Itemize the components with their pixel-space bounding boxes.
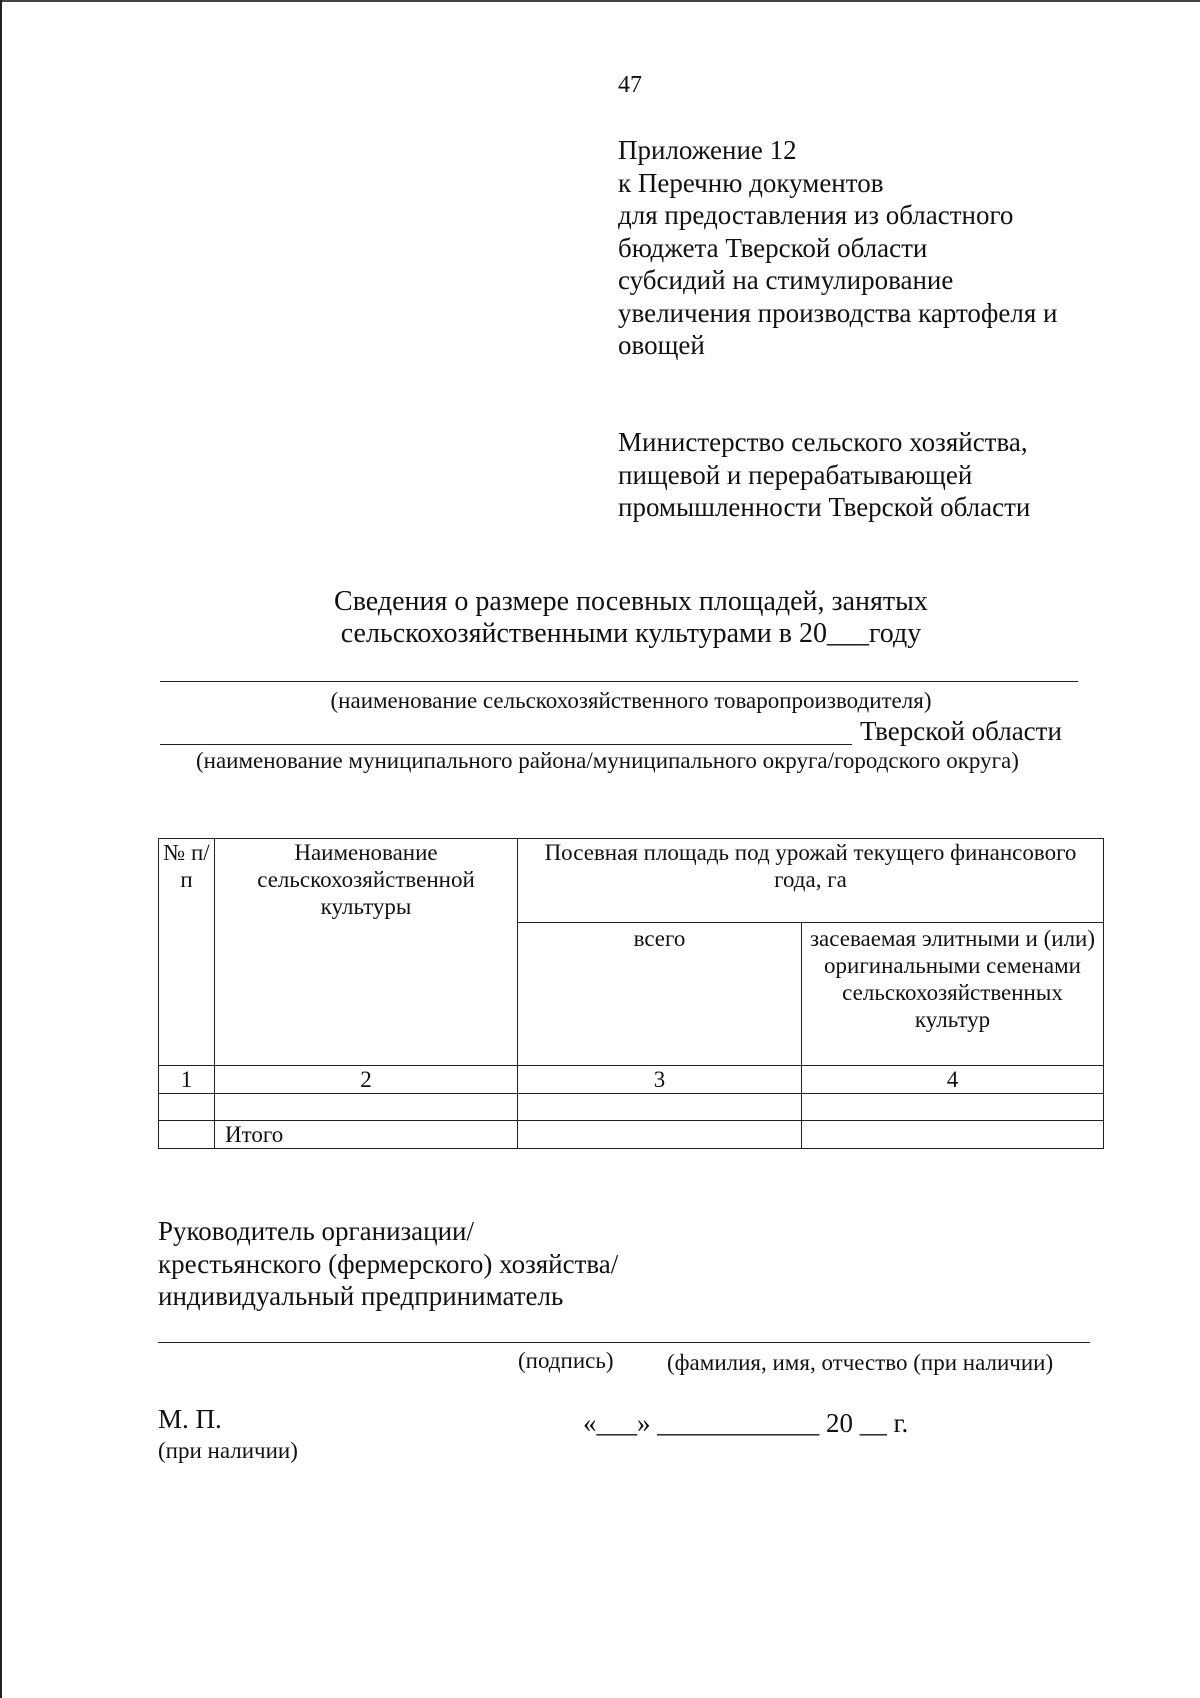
date-field[interactable]: «___» ____________ 20 __ г. [583,1408,909,1438]
seal-note: (при наличии) [158,1438,298,1463]
page-number: 47 [618,72,642,98]
total-value-cell[interactable] [518,1121,802,1149]
header-crop-name: Наименование сельскохозяйственной культуры [215,839,518,1066]
signature-line[interactable] [158,1342,1090,1343]
table-cell[interactable] [159,1094,215,1121]
appendix-line: бюджета Тверской области [618,232,928,263]
table-cell[interactable] [802,1094,1104,1121]
title-line: Сведения о размере посевных площадей, занятых [334,586,928,617]
table-total-row [159,1121,1104,1149]
addressee-line: промышленности Тверской области [618,492,1031,522]
header-elite-seeds: засеваемая элитными и (или) оригинальными семенами сельскохозяйственных культур [802,923,1104,1066]
addressee-block [618,426,1030,524]
signature-caption: (подпись) [518,1348,614,1373]
appendix-line: овощей [618,330,705,360]
appendix-header [618,134,1057,362]
signer-line: индивидуальный предприниматель [158,1281,564,1311]
appendix-line: субсидий на стимулирование [618,265,954,295]
municipality-name-line[interactable] [160,744,852,745]
index-cell: 2 [215,1066,518,1094]
total-label: Итого [215,1121,518,1149]
appendix-line: к Перечню документов [618,167,884,198]
region-suffix: Тверской области [860,716,1062,746]
title-line: сельскохозяйственными культурами в 20___году [340,618,922,649]
appendix-line: для предоставления из областного [618,200,1014,230]
appendix-line: увеличения производства картофеля и [618,297,1058,328]
producer-name-line[interactable] [160,681,1078,682]
producer-caption: (наименование сельскохозяйственного товаропроизводителя) [330,688,932,713]
scan-edge-left [0,0,2,1698]
seal-label: М. П. [158,1404,222,1434]
addressee-line: пищевой и перерабатывающей [618,459,973,490]
table-row [159,1094,1104,1121]
appendix-line: Приложение 12 [618,135,797,165]
municipality-caption: (наименование муниципального района/муниципального округа/городского округа) [196,748,1019,773]
index-cell: 3 [518,1066,802,1094]
signer-line: крестьянского (фермерского) хозяйства/ [158,1248,619,1279]
table-index-row [159,1066,1104,1094]
header-num: № п/п [159,839,215,1066]
header-sown-area: Посевная площадь под урожай текущего финансового года, га [518,839,1104,923]
signer-line: Руководитель организации/ [158,1216,475,1246]
scan-edge-top [0,0,1200,2]
total-value-cell[interactable] [802,1121,1104,1149]
index-cell: 1 [159,1066,215,1094]
table-header-row [159,839,1104,923]
addressee-line: Министерство сельского хозяйства, [618,427,1028,457]
table-cell[interactable] [159,1121,215,1149]
document-title [0,586,1200,650]
signer-block [158,1215,618,1313]
table-cell[interactable] [518,1094,802,1121]
name-caption: (фамилия, имя, отчество (при наличии) [667,1350,1054,1375]
table-cell[interactable] [215,1094,518,1121]
sown-area-table [158,838,1104,1149]
index-cell: 4 [802,1066,1104,1094]
header-total: всего [518,923,802,1066]
